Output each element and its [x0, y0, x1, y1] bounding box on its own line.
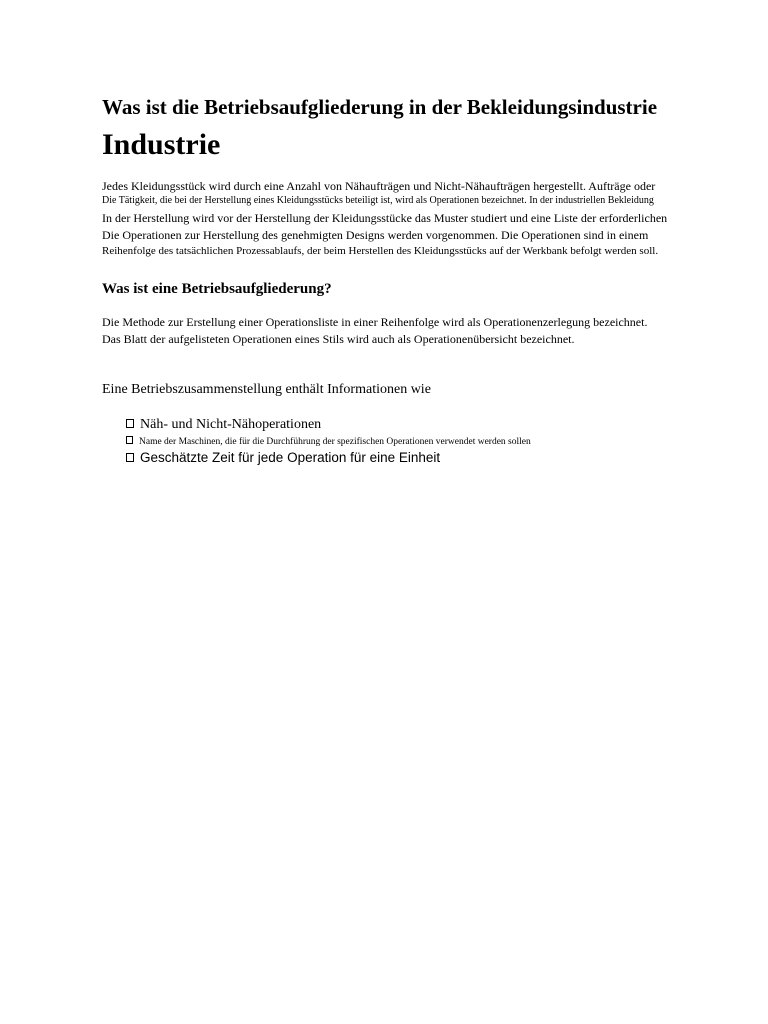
- definition-line-2: Das Blatt der aufgelisteten Operationen eines Stils wird auch als Operationenübersicht bezeichnet.: [102, 332, 575, 346]
- bullet-box-icon: [126, 453, 134, 462]
- bullet-box-icon: [126, 436, 133, 444]
- section-heading: Was ist eine Betriebsaufgliederung?: [102, 281, 332, 297]
- bullet-item: [126, 418, 321, 432]
- intro-line-5: Reihenfolge des tatsächlichen Prozessablaufs, der beim Herstellen des Kleidungsstücks auf der Werkbank befolgt werden soll.: [102, 245, 659, 257]
- list-intro: Eine Betriebszusammenstellung enthält Informationen wie: [102, 382, 431, 397]
- bullet-item: [126, 436, 531, 448]
- bullet-text: Name der Maschinen, die für die Durchführung der spezifischen Operationen verwendet werden sollen: [139, 437, 531, 447]
- intro-line-3: In der Herstellung wird vor der Herstellung der Kleidungsstücke das Muster studiert und eine Liste der erforderlichen: [102, 211, 668, 225]
- intro-line-1: Jedes Kleidungsstück wird durch eine Anzahl von Nähaufträgen und Nicht-Nähaufträgen hergestellt. Aufträge oder: [102, 179, 656, 193]
- intro-line-4: Die Operationen zur Herstellung des genehmigten Designs werden vorgenommen. Die Operationen sind in einem: [102, 228, 649, 242]
- bullet-box-icon: [126, 419, 134, 428]
- intro-line-2: Die Tätigkeit, die bei der Herstellung eines Kleidungsstücks beteiligt ist, wird als Operationen bezeichnet. In der industriellen Bekleidung: [102, 195, 654, 206]
- document-title: Was ist die Betriebsaufgliederung in der Bekleidungsindustrie: [102, 95, 658, 119]
- bullet-text: Geschätzte Zeit für jede Operation für eine Einheit: [140, 450, 441, 465]
- definition-line-1: Die Methode zur Erstellung einer Operationsliste in einer Reihenfolge wird als Operationenzerlegung bezeichnet.: [102, 315, 648, 329]
- bullet-text: Näh- und Nicht-Nähoperationen: [140, 417, 322, 432]
- bullet-item: [126, 451, 440, 465]
- document-title-continuation: Industrie: [102, 128, 221, 161]
